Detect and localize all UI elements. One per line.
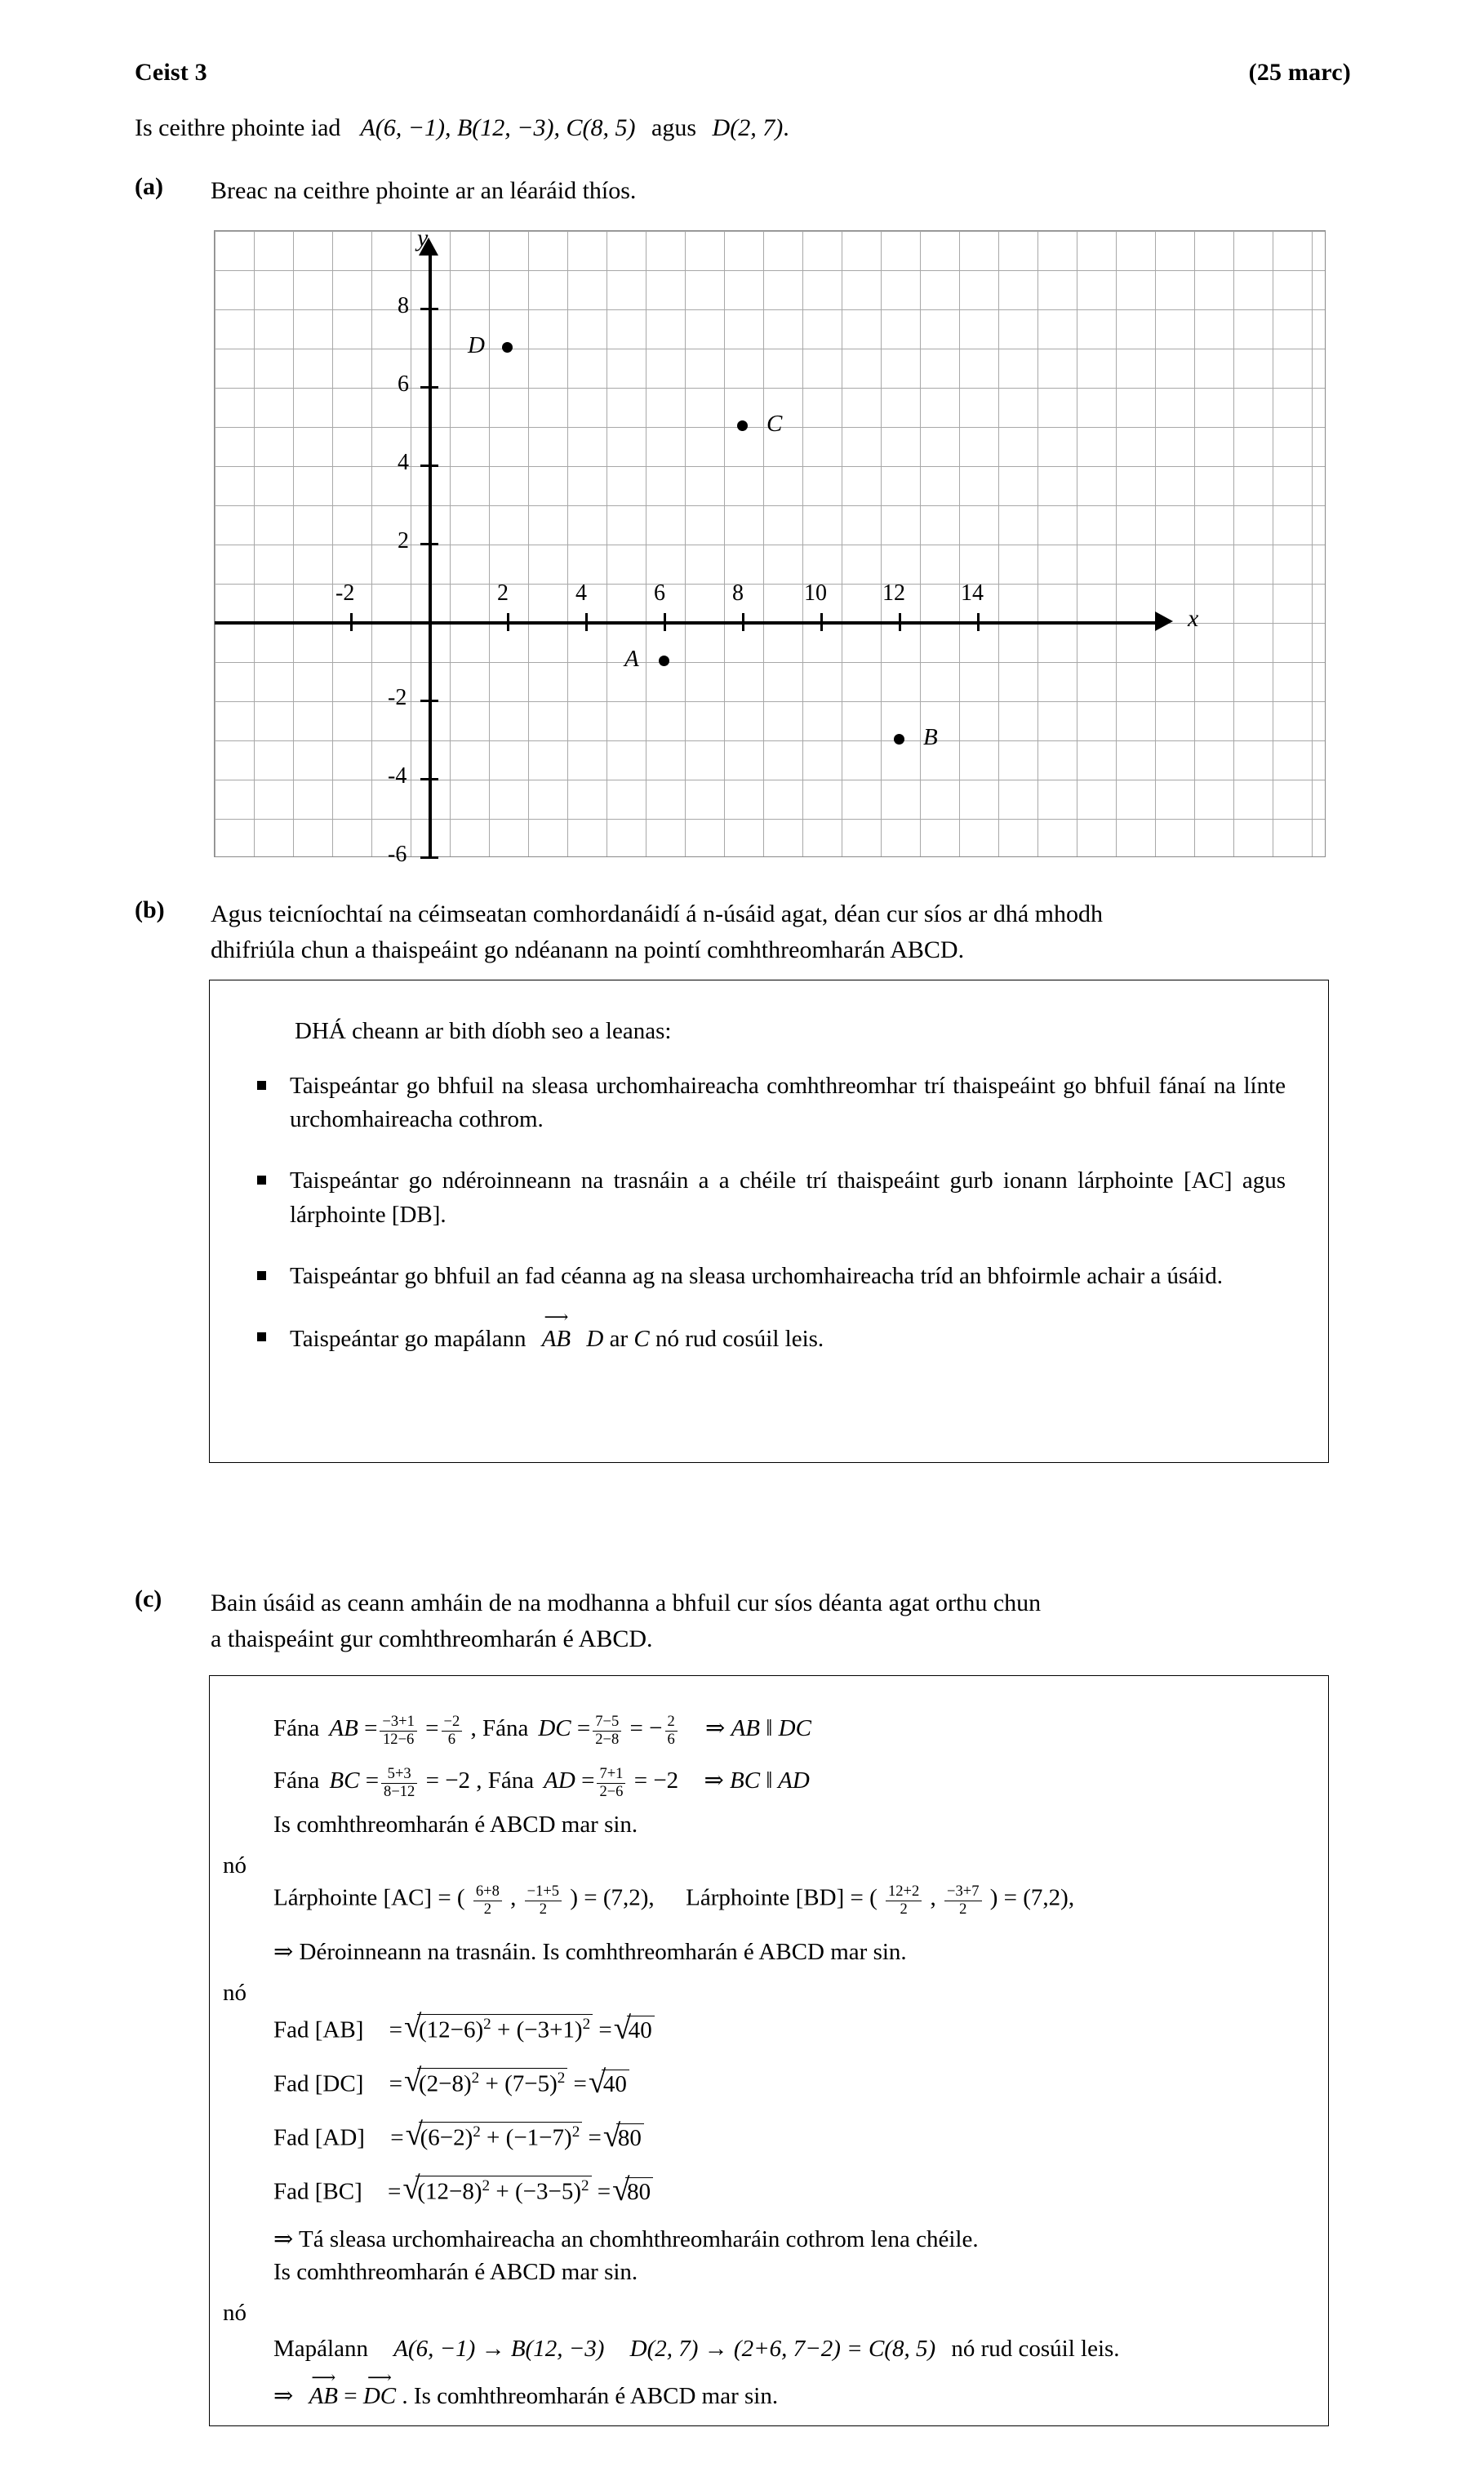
fraction-slope-bc: $\frac{5+3}{8-12}$	[381, 1766, 417, 1801]
fraction-slope-dc: $\frac{7-5}{2-8}$	[593, 1714, 621, 1749]
marks-badge: (25 marc)	[1248, 59, 1351, 86]
list-item	[252, 1260, 1286, 1293]
distance-row-ab: Fad [AB] = √ $(12-6)^2 + (-3+1)^2$ = √ 40	[273, 2014, 655, 2044]
sqrt-icon-dc: √ $(2-8)^2 + (7-5)^2$	[404, 2068, 567, 2098]
y-tick--6	[420, 856, 438, 859]
y-tick-label-1: 6	[398, 371, 409, 397]
fraction-mid-ac-y: $\frac{-1+5}{2}$	[525, 1883, 562, 1918]
x-tick-4	[585, 613, 588, 631]
answer-box-c	[209, 1675, 1329, 2426]
midpoint-bd-result: ) = (7,2),	[989, 1884, 1075, 1911]
part-a-text: Breac na ceithre phointe ar an léaráid thíos.	[211, 177, 637, 204]
sqrt-icon-bc-result: √ 80	[612, 2177, 653, 2206]
mapping-expr-1: A(6, −1) → B(12, −3)	[393, 2336, 605, 2362]
x-tick-label-6: 12	[882, 580, 905, 606]
sqrt-icon-dc-result: √ 40	[589, 2070, 629, 2098]
part-b-line2: dhifriúla chun a thaispeáint go ndéanann na pointí comhthreomharán ABCD.	[211, 936, 965, 963]
fraction-slope-dc-result: $\frac{2}{6}$	[665, 1714, 678, 1749]
segment-ad: AD	[544, 1767, 575, 1794]
slope-bc-result: −2	[445, 1767, 471, 1794]
midpoint-bd-label: Lárphointe [BD] = (	[686, 1884, 878, 1911]
x-tick-14	[977, 613, 980, 631]
bullet-text-4-pre: Taispeántar go mapálann	[290, 1325, 527, 1352]
part-c-line1: Bain úsáid as ceann amháin de na modhanna a bhfuil cur síos déanta agat orthu chun	[211, 1589, 1042, 1616]
slope-label-1: Fána	[273, 1715, 320, 1741]
segment-dc: DC	[538, 1715, 571, 1741]
x-tick-6	[664, 613, 666, 631]
bullet-square-icon	[257, 1081, 266, 1090]
sqrt-icon-ad: √ $(6-2)^2 + (-1-7)^2$	[406, 2122, 583, 2152]
part-c-letter: (c)	[135, 1585, 162, 1612]
y-tick-label-2: 4	[398, 450, 409, 475]
or-label-3: nó	[223, 2300, 247, 2326]
data-point-A	[659, 656, 669, 666]
distance-label-dc: Fad [DC]	[273, 2070, 364, 2097]
x-tick-label-1: 2	[497, 580, 509, 606]
y-tick-6	[420, 386, 438, 389]
fraction-mid-bd-y: $\frac{-3+7}{2}$	[944, 1883, 981, 1918]
intro-period: .	[783, 114, 789, 141]
midpoint-ac-label: Lárphointe [AC] = (	[273, 1884, 465, 1911]
x-tick-label-3: 6	[654, 580, 665, 606]
question-header	[135, 59, 1351, 87]
segment-ab: AB	[329, 1715, 358, 1741]
bullet-text-4-post: D ar C nó rud cosúil leis.	[586, 1325, 824, 1352]
part-c-text	[211, 1585, 1329, 1656]
x-tick-2	[507, 613, 509, 631]
intro-point-b: B(12, −3),	[456, 114, 561, 141]
mapping-label: Mapálann	[273, 2336, 368, 2362]
list-item	[252, 1321, 1286, 1356]
y-tick-label-3: 2	[398, 528, 409, 554]
y-tick--4	[420, 778, 438, 780]
slope-label-3: Fána	[273, 1767, 320, 1794]
x-tick--2	[350, 613, 353, 631]
slope-line-bc-ad: Fána BC = $\frac{5+3}{8-12}$ = −2 , Fána AD = $\frac{7+1}{2-6}$ = −2 ⇒ BC ‖ AD	[273, 1765, 810, 1801]
answer-box-b	[209, 980, 1329, 1463]
y-tick-label-6: -6	[388, 842, 407, 867]
x-tick-8	[742, 613, 744, 631]
bullet-text-1: Taispeántar go bhfuil na sleasa urchomhaireacha comhthreomhar trí thaispeáint go bhfuil fánaí na línte urchomhaireacha cothrom.	[290, 1073, 1286, 1133]
answer-b-bullet-list	[252, 1069, 1286, 1356]
fraction-slope-ad: $\frac{7+1}{2-6}$	[597, 1766, 625, 1801]
mapping-tail: nó rud cosúil leis.	[951, 2336, 1120, 2362]
sqrt-icon-ad-result: √ 80	[603, 2123, 644, 2152]
coordinate-diagram	[214, 225, 1326, 867]
slope-line-ab-dc: Fána AB = $\frac{-3+1}{12-6}$ = $\frac{-2}{6}$ , Fána DC = $\frac{7-5}{2-8}$ = − $\frac{2}{6}$ ⇒ AB ‖ DC	[273, 1713, 811, 1749]
bullet-text-3: Taispeántar go bhfuil an fad céanna ag na sleasa urchomhaireacha tríd an bhfoirmle achair a úsáid.	[290, 1262, 1223, 1289]
slope-ad-result: −2	[653, 1767, 679, 1794]
data-point-label-C: C	[766, 411, 783, 437]
data-point-B	[894, 734, 904, 745]
part-b-text	[211, 896, 1329, 967]
fraction-mid-ac-x: $\frac{6+8}{2}$	[473, 1883, 502, 1918]
intro-statement	[135, 114, 789, 142]
conclusion-ab-dc: AB ‖ DC	[731, 1715, 811, 1741]
y-tick-label-4: -2	[388, 685, 407, 710]
y-tick--2	[420, 700, 438, 702]
fraction-slope-ab: $\frac{-3+1}{12-6}$	[380, 1714, 416, 1749]
distance-row-bc: Fad [BC] = √ $(12-8)^2 + (-3-5)^2$ = √ 80	[273, 2176, 653, 2206]
distance-label-bc: Fad [BC]	[273, 2178, 362, 2205]
bullet-square-icon	[257, 1271, 266, 1280]
method1-conclusion: Is comhthreomharán é ABCD mar sin.	[273, 1812, 638, 1838]
distance-row-dc: Fad [DC] = √ $(2-8)^2 + (7-5)^2$ = √ 40	[273, 2068, 629, 2098]
slope-label-2: Fána	[482, 1715, 529, 1741]
y-tick-2	[420, 543, 438, 545]
intro-prefix: Is ceithre phointe iad	[135, 114, 341, 141]
bullet-square-icon	[257, 1332, 266, 1341]
mapping-expr-2: D(2, 7) → (2+6, 7−2) = C(8, 5)	[629, 2336, 936, 2362]
y-tick-4	[420, 465, 438, 467]
intro-point-d: D(2, 7)	[712, 114, 784, 141]
data-point-C	[737, 420, 748, 431]
method4-conclusion-text: . Is comhthreomharán é ABCD mar sin.	[402, 2383, 779, 2409]
segment-bc: BC	[329, 1767, 360, 1794]
slope-label-4: Fána	[487, 1767, 535, 1794]
data-point-label-D: D	[468, 332, 485, 358]
mapping-line	[273, 2336, 1120, 2363]
intro-point-c: C(8, 5)	[566, 114, 636, 141]
sqrt-icon-ab: √ $(12-6)^2 + (-3+1)^2$	[404, 2014, 593, 2044]
y-tick-label-5: -4	[388, 763, 407, 789]
data-point-D	[502, 342, 513, 353]
vector-ab-overarrow: AB ⟶	[542, 1321, 571, 1356]
method3-conclusion-1: ⇒ Tá sleasa urchomhaireacha an chomhthreomharáin cothrom lena chéile.	[273, 2226, 979, 2252]
midpoint-line: Lárphointe [AC] = ( $\frac{6+8}{2}$ , $\frac{-1+5}{2}$ ) = (7,2), Lárphointe [BD] = ( $\frac{12+2}{2}$ , $\frac{-3+7}{2}$ ) = (7,2),	[273, 1883, 1075, 1918]
midpoint-ac-result: ) = (7,2),	[570, 1884, 655, 1911]
y-axis-label: y	[417, 225, 429, 251]
method2-conclusion: ⇒ Déroinneann na trasnáin. Is comhthreomharán é ABCD mar sin.	[273, 1939, 907, 1965]
vector-ab-overarrow-2: AB ⟶	[309, 2381, 338, 2410]
part-b-letter: (b)	[135, 896, 165, 923]
part-b-line1: Agus teicníochtaí na céimseatan comhordanáidí á n-úsáid agat, déan cur síos ar dhá mhodh	[211, 900, 1103, 927]
distance-row-ad: Fad [AD] = √ $(6-2)^2 + (-1-7)^2$ = √ 80	[273, 2122, 644, 2152]
method4-conclusion: ⇒ AB ⟶ = DC ⟶ . Is comhthreomharán é ABCD mar sin.	[273, 2381, 778, 2410]
bullet-square-icon	[257, 1176, 266, 1185]
y-tick-label-0: 8	[398, 293, 409, 318]
y-tick-8	[420, 308, 438, 310]
x-axis-label: x	[1188, 605, 1199, 632]
list-item	[252, 1069, 1286, 1136]
list-item	[252, 1164, 1286, 1231]
distance-label-ad: Fad [AD]	[273, 2124, 365, 2151]
x-tick-label-2: 4	[575, 580, 587, 606]
method3-conclusion-2: Is comhthreomharán é ABCD mar sin.	[273, 2259, 638, 2285]
y-axis	[429, 256, 432, 858]
vector-dc-overarrow: DC ⟶	[363, 2381, 396, 2410]
fraction-mid-bd-x: $\frac{12+2}{2}$	[886, 1883, 922, 1918]
data-point-label-A: A	[624, 646, 639, 672]
part-c-line2: a thaispeáint gur comhthreomharán é ABCD.	[211, 1625, 653, 1652]
x-tick-label-4: 8	[732, 580, 744, 606]
conclusion-bc-ad: BC ‖ AD	[730, 1767, 810, 1794]
distance-label-ab: Fad [AB]	[273, 2016, 364, 2043]
intro-conjunction: agus	[651, 114, 697, 141]
data-point-label-B: B	[923, 724, 938, 750]
x-tick-label-7: 14	[961, 580, 984, 606]
x-axis-arrow-icon	[1155, 611, 1173, 631]
or-label-1: nó	[223, 1852, 247, 1878]
x-tick-label-5: 10	[804, 580, 827, 606]
fraction-slope-ab-result: $\frac{-2}{6}$	[442, 1714, 463, 1749]
x-tick-12	[899, 613, 901, 631]
intro-point-a: A(6, −1),	[360, 114, 451, 141]
answer-b-lead: DHÁ cheann ar bith díobh seo a leanas:	[295, 1018, 672, 1044]
x-tick-10	[820, 613, 823, 631]
x-axis	[215, 621, 1160, 625]
bullet-text-2: Taispeántar go ndéroinneann na trasnáin a a chéile trí thaispeáint gurb ionann lárphointe [AC] agus lárphointe [DB].	[290, 1167, 1286, 1228]
sqrt-icon-bc: √ $(12-8)^2 + (-3-5)^2$	[402, 2176, 591, 2206]
or-label-2: nó	[223, 1980, 247, 2006]
sqrt-icon-ab-result: √ 40	[614, 2016, 655, 2044]
x-tick-label-0: -2	[335, 580, 355, 606]
page-title: Ceist 3	[135, 59, 207, 86]
part-a-letter: (a)	[135, 173, 163, 200]
